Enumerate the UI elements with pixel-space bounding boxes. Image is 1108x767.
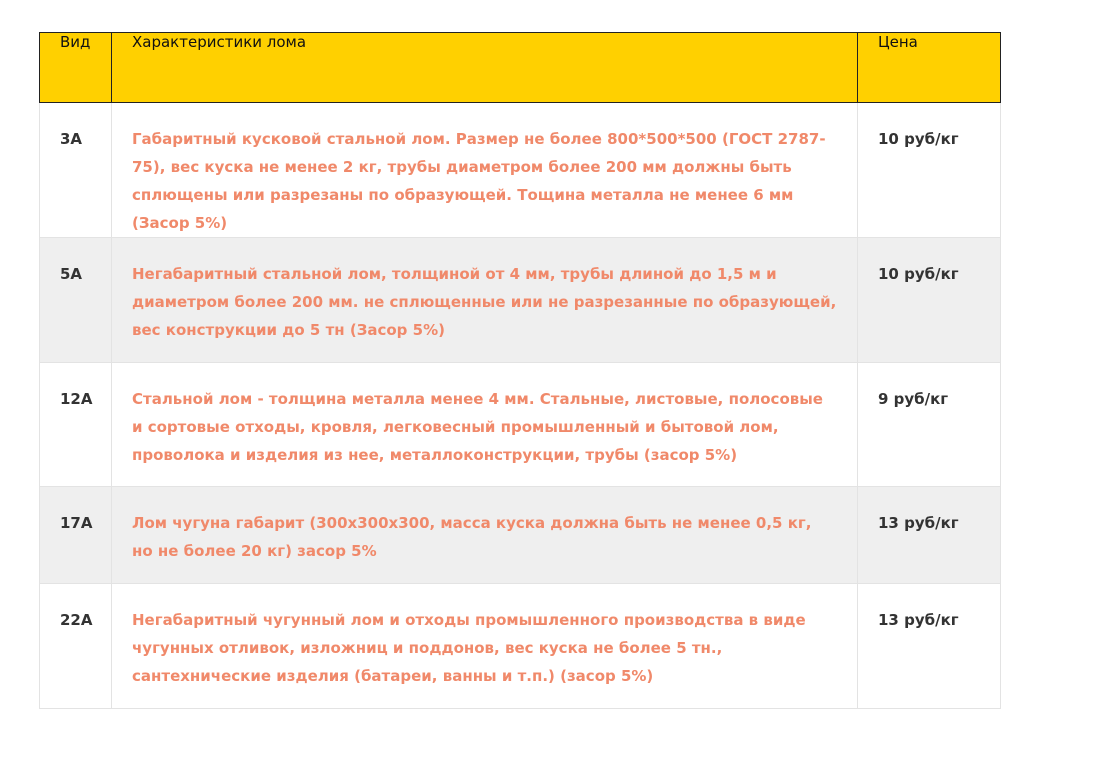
scrap-price-cell: 13 руб/кг xyxy=(858,584,1001,709)
header-price: Цена xyxy=(858,33,1001,103)
price-table-container xyxy=(39,32,1000,709)
scrap-price-cell: 10 руб/кг xyxy=(858,103,1001,238)
table-row xyxy=(40,487,1001,584)
scrap-description-cell: Стальной лом - толщина металла менее 4 мм. Стальные, листовые, полосовые и сортовые отходы, кровля, легковесный промышленный и бытовой лом, проволока и изделия из нее, металлоконструкции, трубы (засор 5%) xyxy=(112,363,858,487)
scrap-description-cell: Лом чугуна габарит (300х300х300, масса куска должна быть не менее 0,5 кг, но не более 20 кг) засор 5% xyxy=(112,487,858,584)
table-header xyxy=(40,33,1001,103)
header-row xyxy=(40,33,1001,103)
scrap-price-cell: 9 руб/кг xyxy=(858,363,1001,487)
header-characteristics: Характеристики лома xyxy=(112,33,858,103)
header-type: Вид xyxy=(40,33,112,103)
scrap-type-cell: 5А xyxy=(40,238,112,363)
table-row xyxy=(40,363,1001,487)
table-body xyxy=(40,103,1001,709)
scrap-type-cell: 3А xyxy=(40,103,112,238)
scrap-price-table xyxy=(39,32,1001,709)
scrap-description-cell: Негабаритный стальной лом, толщиной от 4 мм, трубы длиной до 1,5 м и диаметром более 200 мм. не сплющенные или не разрезанные по образующей, вес конструкции до 5 тн (Засор 5%) xyxy=(112,238,858,363)
scrap-price-cell: 10 руб/кг xyxy=(858,238,1001,363)
table-row xyxy=(40,103,1001,238)
scrap-type-cell: 22А xyxy=(40,584,112,709)
scrap-type-cell: 12А xyxy=(40,363,112,487)
scrap-description-cell: Габаритный кусковой стальной лом. Размер не более 800*500*500 (ГОСТ 2787-75), вес куска не менее 2 кг, трубы диаметром более 200 мм должны быть сплющены или разрезаны по образующей. Тощина металла не менее 6 мм (Засор 5%) xyxy=(112,103,858,238)
scrap-price-cell: 13 руб/кг xyxy=(858,487,1001,584)
table-row xyxy=(40,238,1001,363)
scrap-description-cell: Негабаритный чугунный лом и отходы промышленного производства в виде чугунных отливок, изложниц и поддонов, вес куска не более 5 тн., сантехнические изделия (батареи, ванны и т.п.) (засор 5%) xyxy=(112,584,858,709)
scrap-type-cell: 17А xyxy=(40,487,112,584)
table-row xyxy=(40,584,1001,709)
